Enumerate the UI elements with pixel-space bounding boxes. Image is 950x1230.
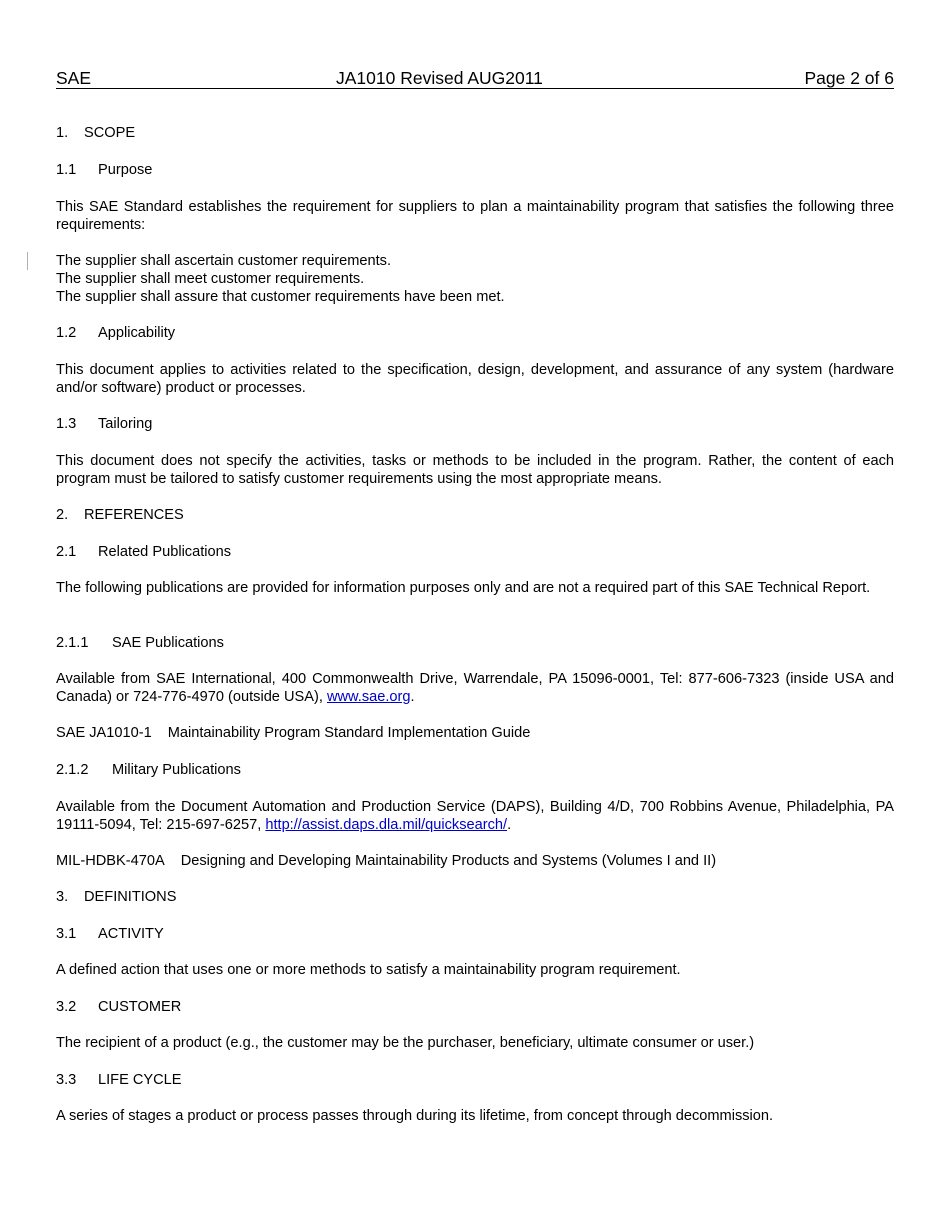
sae-availability-end: . [410, 689, 415, 705]
section-number: 1. [56, 125, 69, 141]
definition-life-cycle-text: A series of stages a product or process passes through during its lifetime, from concept through decommission. [56, 1108, 774, 1124]
section-definitions-heading [56, 888, 176, 906]
section-number: 2.1.2 [56, 762, 89, 778]
section-number: 3. [56, 889, 69, 905]
section-applicability-heading [56, 324, 175, 342]
header-org: SAE [56, 68, 92, 88]
related-publications-paragraph: The following publications are provided for information purposes only and are not a required part of this SAE Technical Report. [56, 580, 871, 596]
requirement-item: The supplier shall ascertain customer requirements. [56, 253, 391, 269]
section-title: Related Publications [98, 544, 232, 560]
definition-customer-text: The recipient of a product (e.g., the customer may be the purchaser, beneficiary, ultimate consumer or user.) [56, 1035, 755, 1051]
reference-code: MIL-HDBK-470A [56, 853, 165, 869]
sae-publications-paragraph [56, 670, 894, 706]
definition-customer-heading [56, 998, 181, 1016]
sae-availability-text: Available from SAE International, 400 Commonwealth Drive, Warrendale, PA 15096-0001, Tel: 877-606-7323 (inside USA and Canada) or 724-776-4970 (outside USA), [56, 671, 894, 705]
section-number: 2. [56, 507, 69, 523]
document-page [56, 68, 894, 1124]
section-title: DEFINITIONS [84, 889, 177, 905]
daps-quicksearch-link[interactable]: http://assist.daps.dla.mil/quicksearch/ [265, 817, 508, 833]
definition-activity-heading [56, 925, 164, 943]
section-title: ACTIVITY [98, 926, 164, 942]
requirement-item: The supplier shall assure that customer requirements have been met. [56, 289, 505, 305]
header-page-number: Page 2 of 6 [804, 68, 894, 88]
section-title: Applicability [98, 325, 176, 341]
section-title: CUSTOMER [98, 999, 182, 1015]
section-title: SAE Publications [112, 635, 224, 651]
section-references-heading [56, 506, 184, 524]
section-title: SCOPE [84, 125, 136, 141]
section-number: 2.1.1 [56, 635, 89, 651]
sae-reference-entry [56, 724, 894, 742]
section-sae-publications-heading [56, 634, 224, 652]
section-title: Tailoring [98, 416, 153, 432]
section-number: 1.2 [56, 325, 77, 341]
purpose-requirement-list [56, 252, 894, 306]
section-title: LIFE CYCLE [98, 1072, 182, 1088]
tailoring-paragraph: This document does not specify the activities, tasks or methods to be included in the program. Rather, the content of each program must be tailored to satisfy customer requirements using the most appropriate means. [56, 453, 894, 487]
section-title: Purpose [98, 162, 153, 178]
definition-activity-text: A defined action that uses one or more methods to satisfy a maintainability program requirement. [56, 962, 681, 978]
section-title: Military Publications [112, 762, 241, 778]
definition-life-cycle-heading [56, 1071, 182, 1089]
section-number: 1.3 [56, 416, 77, 432]
requirement-item: The supplier shall meet customer requirements. [56, 271, 365, 287]
daps-availability-end: . [507, 817, 512, 833]
text-cursor-mark [27, 252, 28, 270]
section-tailoring-heading [56, 415, 152, 433]
section-scope-heading [56, 124, 135, 142]
section-related-publications-heading [56, 543, 231, 561]
section-number: 1.1 [56, 162, 77, 178]
section-number: 3.2 [56, 999, 77, 1015]
section-title: REFERENCES [84, 507, 184, 523]
page-header [56, 68, 894, 89]
daps-availability-text: Available from the Document Automation and Production Service (DAPS), Building 4/D, 700 Robbins Avenue, Philadelphia, PA 19111-5094, Tel: 215-697-6257, [56, 799, 894, 833]
header-doc-id: JA1010 Revised AUG2011 [336, 68, 543, 88]
military-reference-entry [56, 852, 894, 870]
section-number: 2.1 [56, 544, 77, 560]
military-publications-paragraph [56, 798, 894, 834]
section-number: 3.3 [56, 1072, 77, 1088]
applicability-paragraph: This document applies to activities related to the specification, design, development, and assurance of any system (hardware and/or software) product or processes. [56, 362, 894, 396]
reference-title: Maintainability Program Standard Implementation Guide [167, 725, 531, 741]
section-military-publications-heading [56, 761, 241, 779]
sae-website-link[interactable]: www.sae.org [326, 689, 411, 705]
reference-title: Designing and Developing Maintainability Products and Systems (Volumes I and II) [180, 853, 717, 869]
purpose-paragraph: This SAE Standard establishes the requirement for suppliers to plan a maintainability program that satisfies the following three requirements: [56, 199, 894, 233]
reference-code: SAE JA1010-1 [56, 725, 152, 741]
section-purpose-heading [56, 161, 152, 179]
section-number: 3.1 [56, 926, 77, 942]
